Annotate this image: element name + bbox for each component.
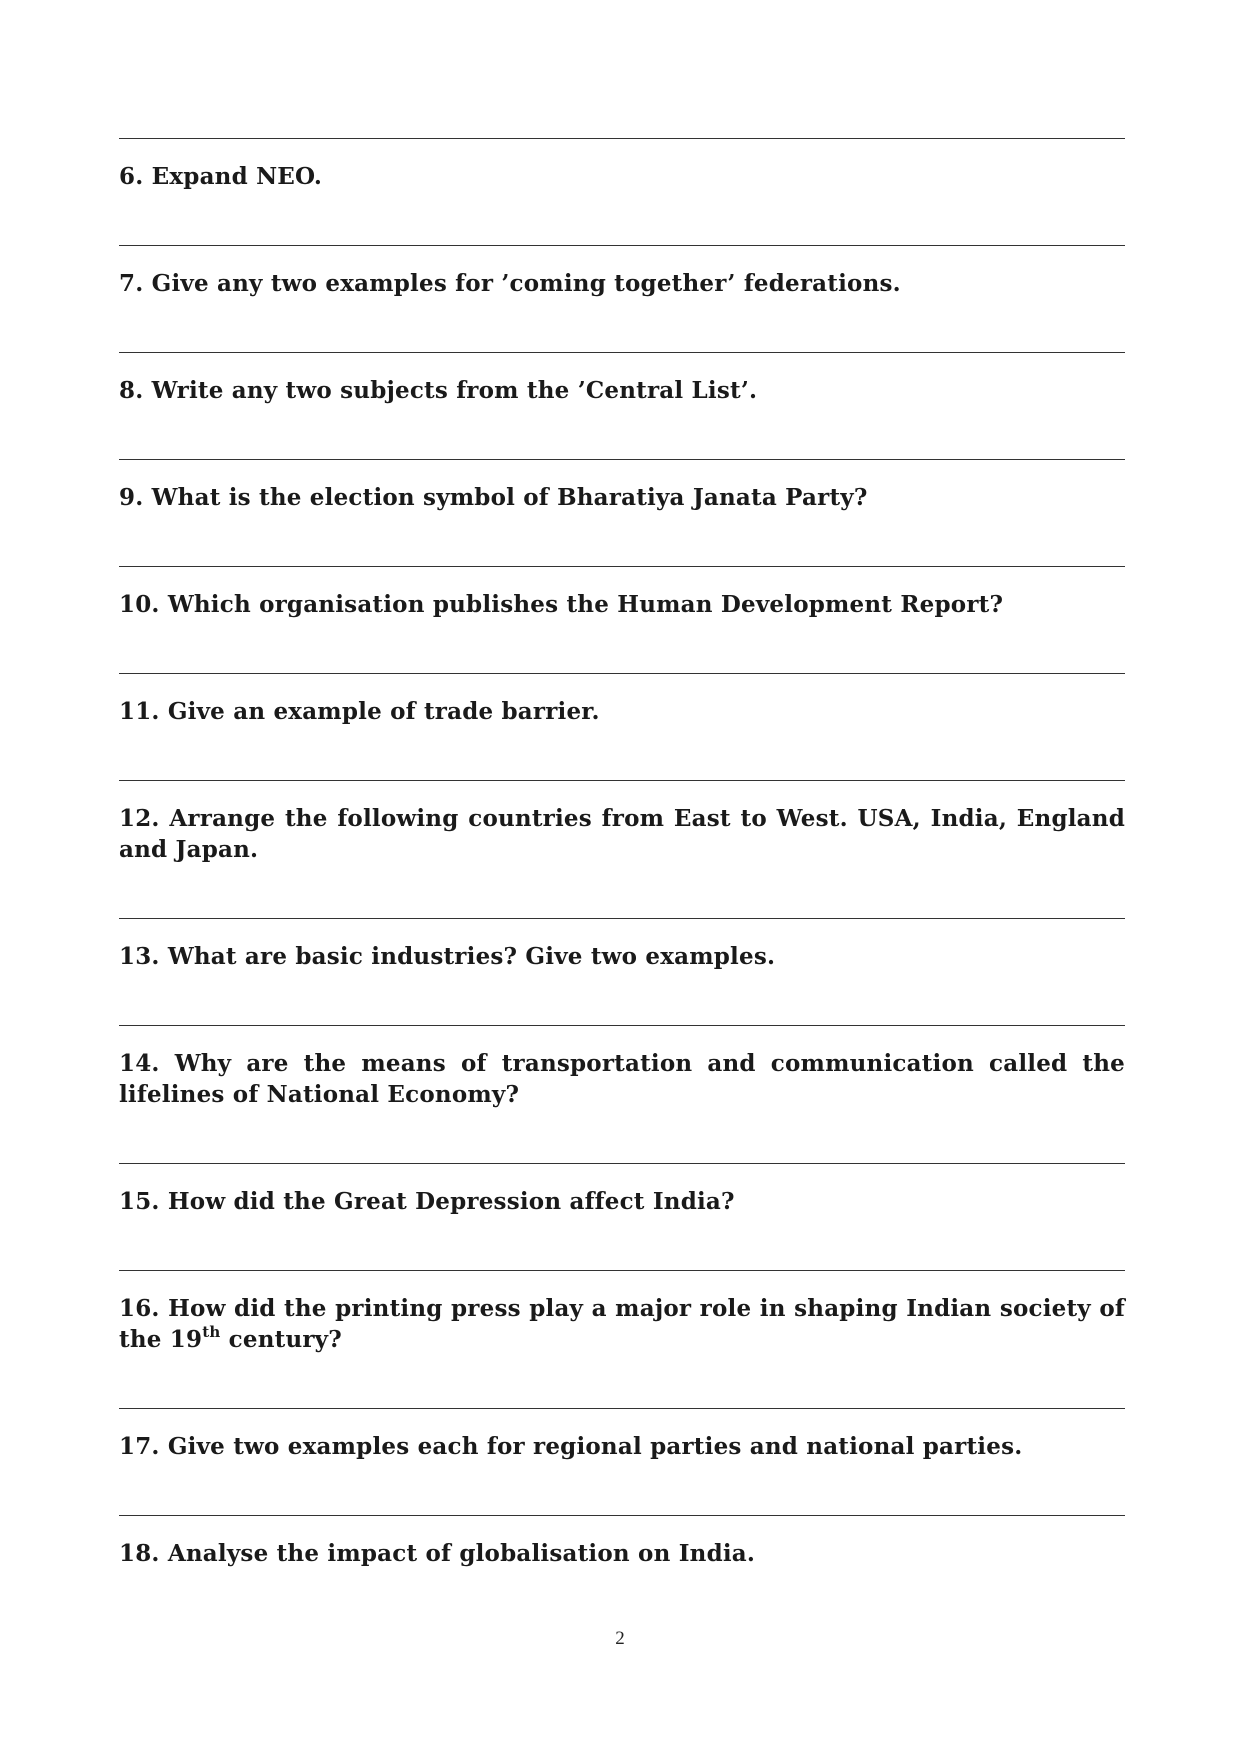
answer-line — [119, 1163, 1125, 1164]
question-text: Give an example of trade barrier. — [167, 698, 600, 725]
answer-line — [119, 780, 1125, 781]
question-8 — [119, 375, 1125, 406]
question-number: 16. — [119, 1295, 160, 1322]
question-text: Arrange the following countries from East to West. USA, India, England and Japan. — [119, 805, 1125, 863]
question-7 — [119, 268, 1125, 299]
question-text: How did the Great Depression affect India? — [167, 1188, 735, 1215]
question-6 — [119, 161, 1125, 192]
question-11 — [119, 696, 1125, 727]
question-18 — [119, 1538, 1125, 1569]
question-number: 13. — [119, 943, 160, 970]
question-number: 17. — [119, 1433, 160, 1460]
question-12 — [119, 803, 1125, 865]
answer-line — [119, 1025, 1125, 1026]
answer-line — [119, 918, 1125, 919]
answer-line — [119, 138, 1125, 139]
question-text: Give any two examples for ’coming together’ federations. — [151, 270, 901, 297]
question-number: 12. — [119, 805, 160, 832]
question-text: Which organisation publishes the Human Development Report? — [167, 591, 1004, 618]
question-number: 6. — [119, 163, 144, 190]
answer-line — [119, 1270, 1125, 1271]
question-text: What is the election symbol of Bharatiya Janata Party? — [151, 484, 868, 511]
question-text: Expand NEO. — [151, 163, 323, 190]
question-number: 7. — [119, 270, 144, 297]
answer-line — [119, 245, 1125, 246]
question-9 — [119, 482, 1125, 513]
question-13 — [119, 941, 1125, 972]
question-16 — [119, 1293, 1125, 1355]
question-17 — [119, 1431, 1125, 1462]
question-text-after: century? — [220, 1326, 342, 1353]
question-number: 11. — [119, 698, 160, 725]
question-number: 8. — [119, 377, 144, 404]
question-number: 18. — [119, 1540, 160, 1567]
superscript-th: th — [202, 1323, 221, 1342]
answer-line — [119, 673, 1125, 674]
question-number: 14. — [119, 1050, 160, 1077]
question-text: Write any two subjects from the ’Central List’. — [151, 377, 758, 404]
answer-line — [119, 1408, 1125, 1409]
question-14 — [119, 1048, 1125, 1110]
question-text: Analyse the impact of globalisation on India. — [167, 1540, 756, 1567]
answer-line — [119, 459, 1125, 460]
question-number: 9. — [119, 484, 144, 511]
question-text: Why are the means of transportation and communication called the lifelines of National Economy? — [119, 1050, 1125, 1108]
answer-line — [119, 352, 1125, 353]
page-number: 2 — [615, 1628, 625, 1649]
question-number: 15. — [119, 1188, 160, 1215]
question-number: 10. — [119, 591, 160, 618]
question-text: Give two examples each for regional parties and national parties. — [167, 1433, 1023, 1460]
question-text: What are basic industries? Give two examples. — [167, 943, 776, 970]
question-15 — [119, 1186, 1125, 1217]
answer-line — [119, 566, 1125, 567]
question-10 — [119, 589, 1125, 620]
answer-line — [119, 1515, 1125, 1516]
question-text-before: How did the printing press play a major role in shaping Indian society of the 19 — [119, 1295, 1125, 1353]
